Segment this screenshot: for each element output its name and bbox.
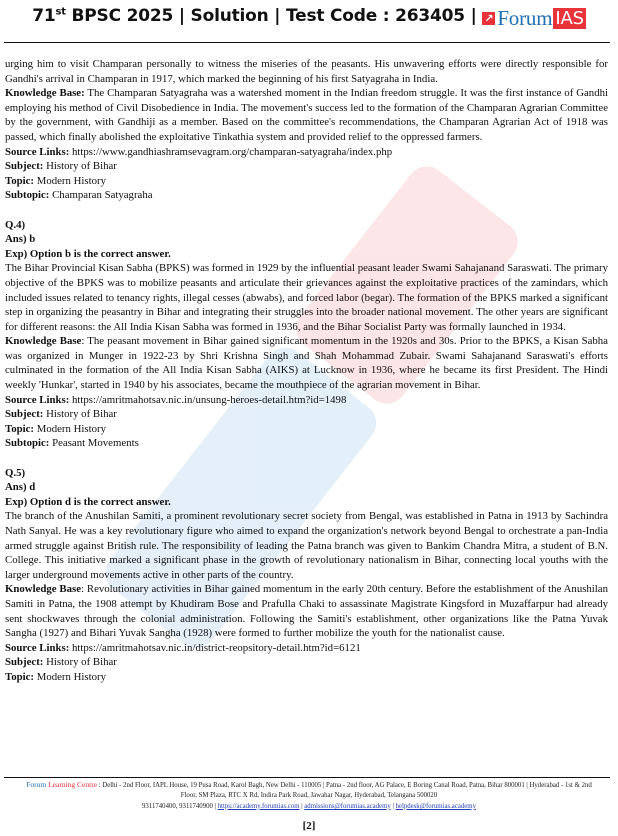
topic-value: Modern History bbox=[34, 670, 106, 683]
separator: | bbox=[390, 802, 396, 810]
kb-text: : The peasant movement in Bihar gained significant momentum in the 1920s and 30s. Prior to the BPKS, a Kisan Sabha was organized in Munger in 1922-23 by Shri Krishna Singh and Shah Mohammad Zubair. Swami Sahajanand Saraswati's efforts culminated in the formation of the All India Kisan Sabha (AIKS) at Lucknow in 1936, where he became its first President. The Hindi weekly 'Hunkar', started in 1940 by his associates, became the mouthpiece of the agrarian movement in Bihar. bbox=[5, 335, 608, 392]
subject bbox=[5, 407, 608, 422]
subject-label: Subject: bbox=[5, 160, 44, 173]
forumias-logo bbox=[482, 6, 585, 31]
subtopic-label: Subtopic: bbox=[5, 189, 50, 202]
topic bbox=[5, 174, 608, 189]
subtopic-label: Subtopic: bbox=[5, 437, 50, 450]
subtopic-value: Peasant Movements bbox=[49, 437, 139, 450]
topic-label: Topic: bbox=[5, 174, 35, 187]
subtopic bbox=[5, 188, 608, 203]
subject-label: Subject: bbox=[5, 408, 44, 421]
footer-forum: Forum bbox=[26, 780, 47, 789]
knowledge-base bbox=[5, 86, 608, 144]
subject-value: History of Bihar bbox=[43, 408, 117, 421]
source-links bbox=[5, 145, 608, 160]
topic bbox=[5, 422, 608, 437]
topic-value: Modern History bbox=[34, 174, 106, 187]
source-links bbox=[5, 393, 608, 408]
source-label: Source Links: bbox=[5, 641, 70, 654]
source-url[interactable]: https://www.gandhiashramsevagram.org/champaran-satyagraha/index.php bbox=[69, 145, 393, 158]
answer: Ans) d bbox=[5, 481, 36, 494]
separator: | bbox=[299, 802, 305, 810]
title-text: BPSC 2025 | Solution | Test Code : 263405 | bbox=[65, 6, 483, 26]
source-url[interactable]: https://amritmahotsav.nic.in/district-reopsitory-detail.htm?id=6121 bbox=[69, 641, 361, 654]
title-number: 71 bbox=[32, 6, 56, 26]
title-sup: st bbox=[55, 6, 66, 18]
source-label: Source Links: bbox=[5, 393, 70, 406]
topic-value: Modern History bbox=[34, 422, 106, 435]
topic-label: Topic: bbox=[5, 670, 35, 683]
arrow-icon: ↗ bbox=[484, 12, 494, 25]
question-5 bbox=[5, 466, 608, 685]
kb-label: Knowledge Base bbox=[5, 583, 82, 596]
helpdesk-email-link[interactable]: helpdesk@forumias.academy bbox=[395, 802, 476, 810]
source-label: Source Links: bbox=[5, 145, 70, 158]
footer-learning-centre: Learning Centre bbox=[46, 780, 98, 789]
kb-text: The Champaran Satyagraha was a watershed moment in the Indian freedom struggle. It was the first instance of Gandhi employing his method of Civil Disobedience in India. The movement's success led to the formation of the Champaran Agrarian Committee by the government, with Gandhiji as a member. Based on the committee's recommendations, the Champaran Agrarian Act of 1918 was passed, which finally abolished the exploitative Tinkathia system and provided relief to the oppressed farmers. bbox=[5, 87, 608, 143]
answer: Ans) b bbox=[5, 233, 36, 246]
explanation-heading: Exp) Option d is the correct answer. bbox=[5, 495, 171, 508]
page-number: [2] bbox=[302, 820, 316, 832]
kb-label: Knowledge Base bbox=[5, 335, 82, 348]
page-content bbox=[5, 57, 608, 685]
subject-value: History of Bihar bbox=[43, 656, 117, 669]
subject bbox=[5, 159, 608, 174]
logo-ias: IAS bbox=[555, 8, 584, 29]
topic-label: Topic: bbox=[5, 422, 35, 435]
source-links bbox=[5, 641, 608, 656]
subtopic bbox=[5, 436, 608, 451]
subject bbox=[5, 655, 608, 670]
knowledge-base bbox=[5, 582, 608, 640]
page-header bbox=[0, 6, 618, 31]
question-number: Q.4) bbox=[5, 218, 26, 231]
knowledge-base bbox=[5, 334, 608, 392]
header-divider bbox=[4, 42, 610, 43]
academy-link[interactable]: https://academy.forumias.com bbox=[217, 802, 300, 810]
logo-forum: Forum bbox=[497, 6, 553, 30]
source-url[interactable]: https://amritmahotsav.nic.in/unsung-heroes-detail.htm?id=1498 bbox=[69, 393, 347, 406]
header-title bbox=[32, 6, 482, 26]
question-4 bbox=[5, 218, 608, 452]
subject-value: History of Bihar bbox=[43, 160, 117, 173]
footer-phones: 9311740400, 9311740900 | bbox=[142, 802, 218, 810]
question-3-continued bbox=[5, 57, 608, 203]
subject-label: Subject: bbox=[5, 656, 44, 669]
explanation-text: The Bihar Provincial Kisan Sabha (BPKS) was formed in 1929 by the influential peasant leader Swami Sahajanand Saraswati. The primary objective of the BPKS was to mobilize peasants and articulate their grievances against the exploitative practices of the zamindars, which included issues related to tenancy rights, illegal cesses (abwabs), and forced labor (begar). The formation of the BPKS marked a significant step in organizing the peasantry in Bihar and integrating their struggles into the broader national movement. The other years are significant for different reasons: the All India Kisan Sabha was formed in 1936, and the Bihar Socialist Party was formally launched in 1934. bbox=[5, 262, 608, 333]
footer-divider bbox=[4, 777, 610, 778]
topic bbox=[5, 670, 608, 685]
subtopic-value: Champaran Satyagraha bbox=[49, 189, 153, 202]
explanation-heading: Exp) Option b is the correct answer. bbox=[5, 247, 171, 260]
footer-addresses: : Delhi - 2nd Floor, IAPL House, 19 Pusa Road, Karol Bagh, New Delhi - 110005 | Patna - 2nd floor, AG Palace, E Boring Canal Road, Patna, Bihar 800001 | Hyderabad - 1st & 2nd Floor, SM Plaza, RTC X Rd, Indira Park Road, Jawahar Nagar, Hyderabad, Telangana 500020 bbox=[97, 782, 592, 800]
explanation-text: urging him to visit Champaran personally to witness the miseries of the peasants. His unwavering efforts were directly responsible for Gandhi's arrival in Champaran in 1917, which marked the beginning of his first Satyagraha in India. bbox=[5, 58, 608, 85]
explanation-text: The branch of the Anushilan Samiti, a prominent revolutionary secret society from Bengal, was established in Patna in 1913 by Sachindra Nath Sanyal. He was a key revolutionary figure who aimed to expand the organization's network beyond Bengal to orchestrate a pan-India armed struggle against British rule. The responsibility of leading the Patna branch was given to Bankim Chandra Mitra, a student of B.N. College. This initiative marked a significant phase in the growth of revolutionary nationalism in Bihar, connecting local youths with the larger underground movements active in other parts of the country. bbox=[5, 510, 608, 581]
admissions-email-link[interactable]: admissions@forumias.academy bbox=[304, 802, 391, 810]
question-number: Q.5) bbox=[5, 466, 26, 479]
kb-label: Knowledge Base: bbox=[5, 87, 85, 100]
page-footer bbox=[20, 780, 598, 812]
kb-text: : Revolutionary activities in Bihar gained momentum in the early 20th century. Before the establishment of the Anushilan Samiti in Patna, the 1908 attempt by Khudiram Bose and Prafulla Chaki to assassinate Magistrate Kingsford in Muzaffarpur had already sent shockwaves through the colonial administration. Following the Samiti's establishment, other organizations like the Patna Yuvak Sangha (1927) and Bihari Yuvak Sangha (1928) were formed to further mobilize the youth for the nationalist cause. bbox=[5, 583, 609, 640]
